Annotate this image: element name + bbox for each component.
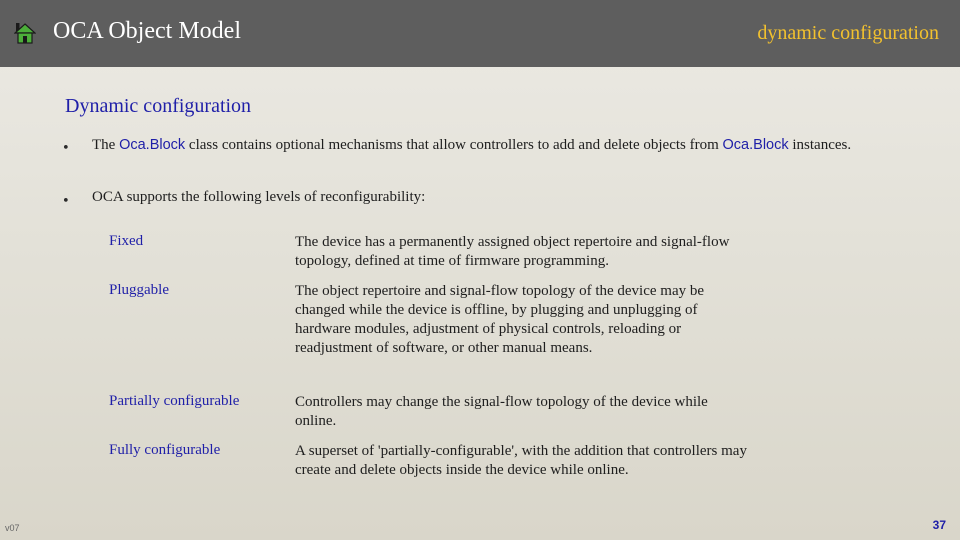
level-term-fixed: Fixed — [109, 233, 144, 249]
header-section-label: dynamic configuration — [757, 22, 939, 44]
page-number: 37 — [932, 518, 946, 532]
header-bar — [0, 0, 960, 67]
bullet-oca-block: The Oca.Block class contains optional mechanisms that allow controllers to add and delete objects from Oca.Block instances. — [92, 137, 852, 153]
class-reference: Oca.Block — [722, 137, 789, 153]
level-term-partially-configurable: Partially configurable — [109, 393, 240, 409]
level-definition-partially-configurable: Controllers may change the signal-flow topology of the device while online. — [295, 394, 708, 429]
level-definition-fully-configurable: A superset of 'partially-configurable', with the addition that controllers may create and delete objects inside the device while online. — [295, 443, 747, 478]
level-term-fully-configurable: Fully configurable — [109, 442, 221, 458]
bullet-reconfigurability: OCA supports the following levels of reconfigurability: — [92, 189, 426, 205]
bullet-marker: • — [62, 141, 70, 156]
level-term-pluggable: Pluggable — [109, 282, 169, 298]
home-icon[interactable] — [14, 22, 36, 44]
slide-heading: Dynamic configuration — [65, 95, 252, 117]
bullet-marker: • — [62, 194, 70, 209]
class-reference: Oca.Block — [119, 137, 186, 153]
version-label: v07 — [5, 523, 20, 533]
level-definition-fixed: The device has a permanently assigned object repertoire and signal-flow topology, defined at time of firmware programming. — [295, 234, 730, 269]
level-definition-pluggable: The object repertoire and signal-flow topology of the device may be changed while the device is offline, by plugging and unplugging of hardware modules, adjustment of physical controls, reloading or readjustment of software, or other manual means. — [295, 283, 705, 356]
header-title: OCA Object Model — [53, 18, 241, 44]
